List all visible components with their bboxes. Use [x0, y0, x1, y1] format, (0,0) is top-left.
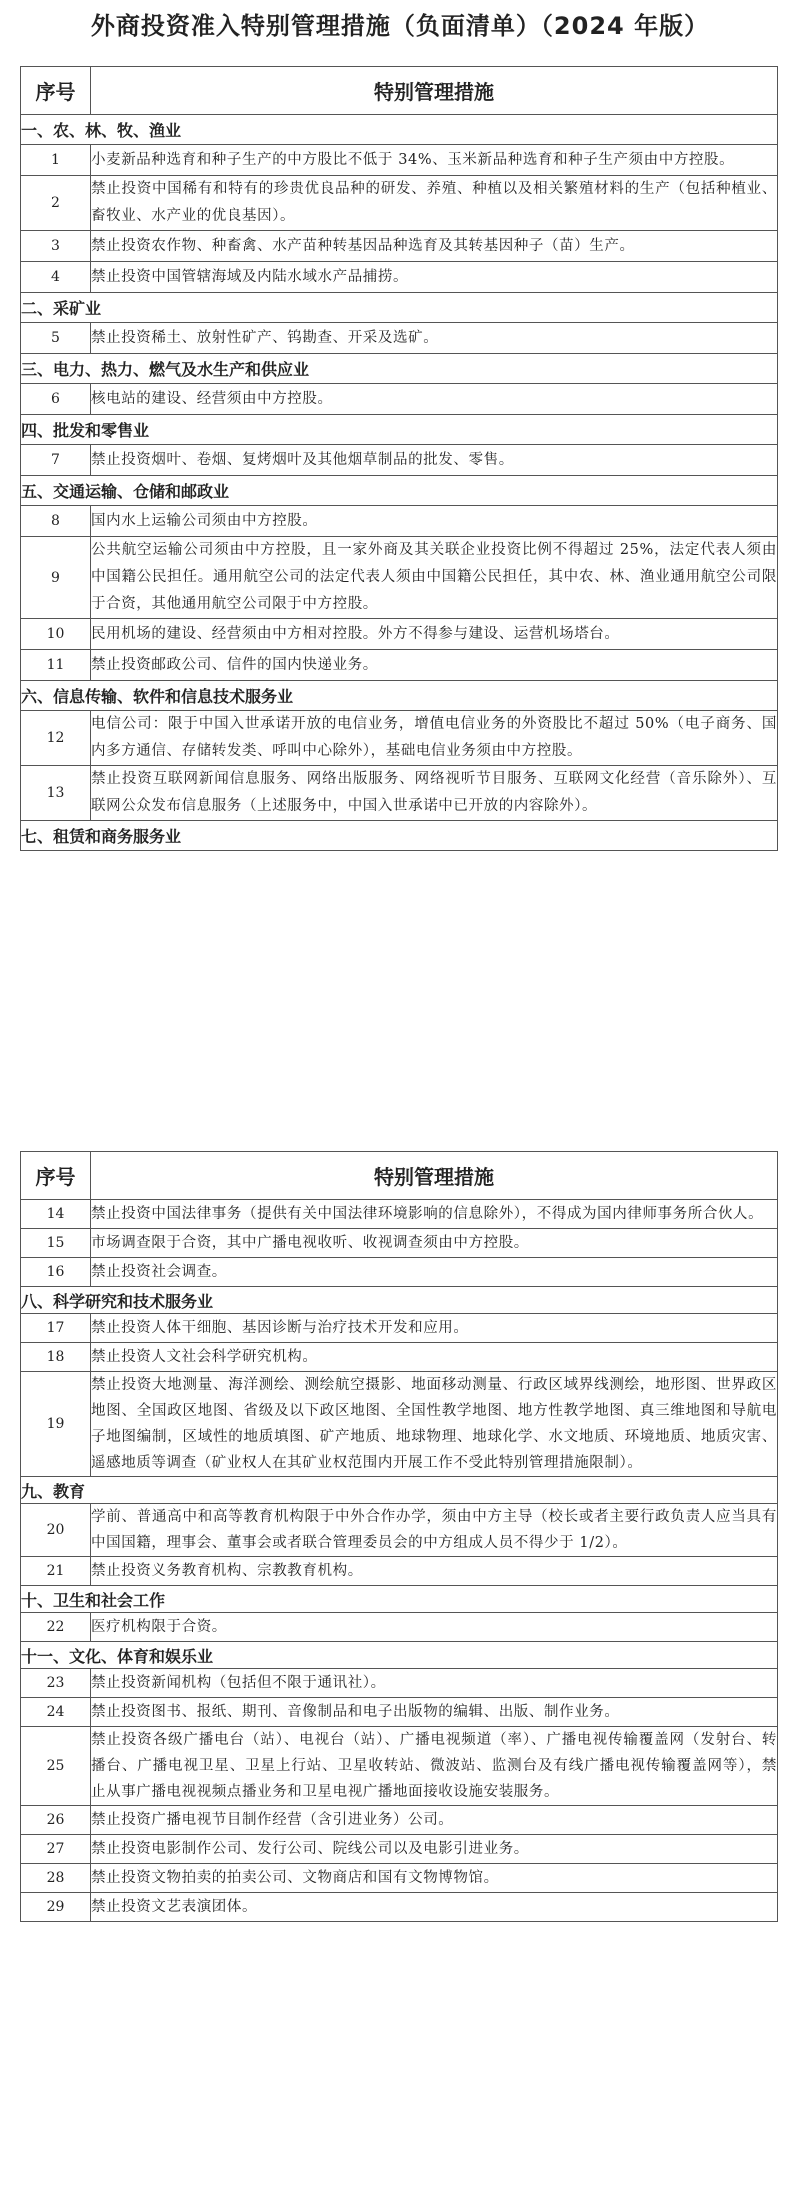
measure-text: 市场调查限于合资，其中广播电视收听、收视调查须由中方控股。: [91, 1229, 778, 1258]
measure-row: [21, 766, 778, 821]
negative-list-table-part2: [20, 1151, 778, 1922]
item-number: 21: [21, 1557, 91, 1586]
section-row: [21, 1477, 778, 1504]
item-number: 13: [21, 766, 91, 821]
section-heading: 四、批发和零售业: [21, 415, 778, 445]
measure-row: [21, 1893, 778, 1922]
measure-row: [21, 619, 778, 650]
item-number: 27: [21, 1835, 91, 1864]
item-number: 16: [21, 1258, 91, 1287]
item-number: 4: [21, 262, 91, 293]
item-number: 14: [21, 1200, 91, 1229]
item-number: 20: [21, 1504, 91, 1557]
item-number: 26: [21, 1806, 91, 1835]
item-number: 1: [21, 145, 91, 176]
section-heading: 二、采矿业: [21, 293, 778, 323]
section-heading: 五、交通运输、仓储和邮政业: [21, 476, 778, 506]
item-number: 8: [21, 506, 91, 537]
negative-list-table-part1: [20, 66, 778, 851]
measure-row: [21, 650, 778, 681]
item-number: 11: [21, 650, 91, 681]
measure-text: 禁止投资社会调查。: [91, 1258, 778, 1287]
item-number: 2: [21, 176, 91, 231]
section-row: [21, 415, 778, 445]
measure-text: 禁止投资电影制作公司、发行公司、院线公司以及电影引进业务。: [91, 1835, 778, 1864]
measure-row: [21, 1229, 778, 1258]
section-row: [21, 293, 778, 323]
measure-text: 学前、普通高中和高等教育机构限于中外合作办学，须由中方主导（校长或者主要行政负责人应当具有中国国籍，理事会、董事会或者联合管理委员会的中方组成人员不得少于 1/2）。: [91, 1504, 778, 1557]
measure-text: 禁止投资大地测量、海洋测绘、测绘航空摄影、地面移动测量、行政区域界线测绘，地形图、世界政区地图、全国政区地图、省级及以下政区地图、全国性教学地图、地方性教学地图、真三维地图和导航电子地图编制，区域性的地质填图、矿产地质、地球物理、地球化学、水文地质、环境地质、地质灾害、遥感地质等调查（矿业权人在其矿业权范围内开展工作不受此特别管理措施限制）。: [91, 1372, 778, 1477]
section-heading: 六、信息传输、软件和信息技术服务业: [21, 681, 778, 711]
measure-row: [21, 1314, 778, 1343]
measure-row: [21, 1504, 778, 1557]
section-row: [21, 1642, 778, 1669]
measure-text: 禁止投资邮政公司、信件的国内快递业务。: [91, 650, 778, 681]
measure-row: [21, 1669, 778, 1698]
measure-row: [21, 262, 778, 293]
column-header-measure: 特别管理措施: [91, 1152, 778, 1200]
measure-text: 禁止投资义务教育机构、宗教教育机构。: [91, 1557, 778, 1586]
measure-row: [21, 1835, 778, 1864]
column-header-number: 序号: [21, 1152, 91, 1200]
measure-text: 禁止投资烟叶、卷烟、复烤烟叶及其他烟草制品的批发、零售。: [91, 445, 778, 476]
section-heading: 八、科学研究和技术服务业: [21, 1287, 778, 1314]
measure-text: 公共航空运输公司须由中方控股，且一家外商及其关联企业投资比例不得超过 25%，法定代表人须由中国籍公民担任。通用航空公司的法定代表人须由中国籍公民担任，其中农、林、渔业通用航空公司限于合资，其他通用航空公司限于中方控股。: [91, 537, 778, 619]
section-heading: 七、租赁和商务服务业: [21, 821, 778, 851]
measure-row: [21, 1864, 778, 1893]
table-header-row: [21, 1152, 778, 1200]
item-number: 10: [21, 619, 91, 650]
section-row: [21, 1287, 778, 1314]
item-number: 23: [21, 1669, 91, 1698]
item-number: 25: [21, 1727, 91, 1806]
measure-text: 禁止投资中国管辖海域及内陆水域水产品捕捞。: [91, 262, 778, 293]
measure-text: 国内水上运输公司须由中方控股。: [91, 506, 778, 537]
measure-row: [21, 1698, 778, 1727]
measure-text: 电信公司：限于中国入世承诺开放的电信业务，增值电信业务的外资股比不超过 50%（电子商务、国内多方通信、存储转发类、呼叫中心除外），基础电信业务须由中方控股。: [91, 711, 778, 766]
measure-row: [21, 1806, 778, 1835]
measure-row: [21, 506, 778, 537]
measure-row: [21, 384, 778, 415]
section-row: [21, 354, 778, 384]
item-number: 3: [21, 231, 91, 262]
item-number: 5: [21, 323, 91, 354]
item-number: 7: [21, 445, 91, 476]
measure-text: 禁止投资中国稀有和特有的珍贵优良品种的研发、养殖、种植以及相关繁殖材料的生产（包括种植业、畜牧业、水产业的优良基因）。: [91, 176, 778, 231]
item-number: 15: [21, 1229, 91, 1258]
section-heading: 十、卫生和社会工作: [21, 1586, 778, 1613]
measure-row: [21, 711, 778, 766]
measure-text: 禁止投资人体干细胞、基因诊断与治疗技术开发和应用。: [91, 1314, 778, 1343]
measure-row: [21, 537, 778, 619]
section-row: [21, 821, 778, 851]
measure-text: 禁止投资各级广播电台（站）、电视台（站）、广播电视频道（率）、广播电视传输覆盖网（发射台、转播台、广播电视卫星、卫星上行站、卫星收转站、微波站、监测台及有线广播电视传输覆盖网等），禁止从事广播电视视频点播业务和卫星电视广播地面接收设施安装服务。: [91, 1727, 778, 1806]
measure-row: [21, 323, 778, 354]
measure-text: 民用机场的建设、经营须由中方相对控股。外方不得参与建设、运营机场塔台。: [91, 619, 778, 650]
measure-row: [21, 1613, 778, 1642]
measure-row: [21, 1372, 778, 1477]
item-number: 12: [21, 711, 91, 766]
section-row: [21, 115, 778, 145]
measure-text: 禁止投资图书、报纸、期刊、音像制品和电子出版物的编辑、出版、制作业务。: [91, 1698, 778, 1727]
measure-text: 禁止投资新闻机构（包括但不限于通讯社）。: [91, 1669, 778, 1698]
measure-text: 禁止投资农作物、种畜禽、水产苗种转基因品种选育及其转基因种子（苗）生产。: [91, 231, 778, 262]
document-title: 外商投资准入特别管理措施（负面清单）（2024 年版）: [90, 12, 710, 40]
measure-text: 小麦新品种选育和种子生产的中方股比不低于 34%、玉米新品种选育和种子生产须由中方控股。: [91, 145, 778, 176]
item-number: 29: [21, 1893, 91, 1922]
section-heading: 十一、文化、体育和娱乐业: [21, 1642, 778, 1669]
section-heading: 一、农、林、牧、渔业: [21, 115, 778, 145]
measure-row: [21, 445, 778, 476]
item-number: 24: [21, 1698, 91, 1727]
item-number: 19: [21, 1372, 91, 1477]
measure-row: [21, 176, 778, 231]
table-body-part2: [21, 1200, 778, 1922]
measure-text: 禁止投资互联网新闻信息服务、网络出版服务、网络视听节目服务、互联网文化经营（音乐除外）、互联网公众发布信息服务（上述服务中，中国入世承诺中已开放的内容除外）。: [91, 766, 778, 821]
measure-text: 医疗机构限于合资。: [91, 1613, 778, 1642]
measure-text: 禁止投资文艺表演团体。: [91, 1893, 778, 1922]
item-number: 17: [21, 1314, 91, 1343]
column-header-measure: 特别管理措施: [91, 67, 778, 115]
item-number: 28: [21, 1864, 91, 1893]
table-body-part1: [21, 115, 778, 851]
measure-text: 禁止投资稀土、放射性矿产、钨勘查、开采及选矿。: [91, 323, 778, 354]
item-number: 18: [21, 1343, 91, 1372]
measure-row: [21, 1343, 778, 1372]
measure-text: 核电站的建设、经营须由中方控股。: [91, 384, 778, 415]
table-header-row: [21, 67, 778, 115]
measure-text: 禁止投资广播电视节目制作经营（含引进业务）公司。: [91, 1806, 778, 1835]
measure-row: [21, 1200, 778, 1229]
measure-text: 禁止投资中国法律事务（提供有关中国法律环境影响的信息除外），不得成为国内律师事务所合伙人。: [91, 1200, 778, 1229]
measure-text: 禁止投资文物拍卖的拍卖公司、文物商店和国有文物博物馆。: [91, 1864, 778, 1893]
section-heading: 三、电力、热力、燃气及水生产和供应业: [21, 354, 778, 384]
measure-row: [21, 145, 778, 176]
measure-text: 禁止投资人文社会科学研究机构。: [91, 1343, 778, 1372]
measure-row: [21, 1557, 778, 1586]
section-row: [21, 1586, 778, 1613]
item-number: 22: [21, 1613, 91, 1642]
section-heading: 九、教育: [21, 1477, 778, 1504]
measure-row: [21, 231, 778, 262]
column-header-number: 序号: [21, 67, 91, 115]
item-number: 9: [21, 537, 91, 619]
item-number: 6: [21, 384, 91, 415]
measure-row: [21, 1258, 778, 1287]
measure-row: [21, 1727, 778, 1806]
section-row: [21, 476, 778, 506]
section-row: [21, 681, 778, 711]
